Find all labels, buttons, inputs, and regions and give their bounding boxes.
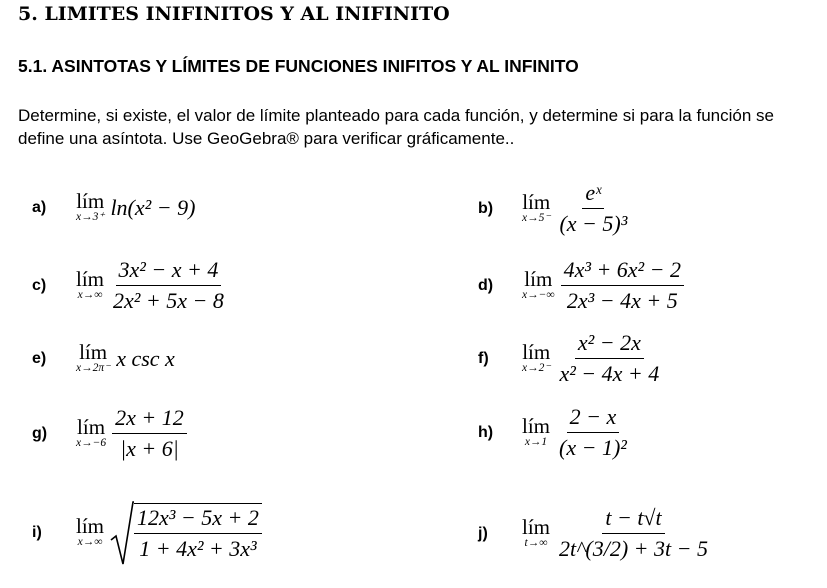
radical-sign-icon xyxy=(110,500,134,566)
lim-word: lím xyxy=(522,515,551,539)
problem-label: j) xyxy=(478,524,488,542)
limit-approach: x→2π⁻ xyxy=(76,362,111,374)
limit-operator xyxy=(522,517,550,550)
problem-label: c) xyxy=(32,276,47,294)
lim-word: lím xyxy=(76,189,105,213)
numerator: 3x² − x + 4 xyxy=(116,256,222,286)
limit-approach: x→1 xyxy=(524,436,548,448)
lim-word: lím xyxy=(522,190,551,214)
fraction xyxy=(134,504,262,566)
limit-operator xyxy=(76,191,104,224)
denominator: x² − 4x + 4 xyxy=(559,361,660,386)
denominator: |x + 6| xyxy=(120,436,179,461)
limit-operator xyxy=(522,416,550,449)
problem-a xyxy=(32,189,196,223)
lim-word: lím xyxy=(79,340,108,364)
limit-operator xyxy=(76,516,104,549)
radicand xyxy=(134,503,262,566)
numerator: 2x + 12 xyxy=(112,404,187,434)
limit-operator xyxy=(76,269,104,302)
lim-word: lím xyxy=(77,415,106,439)
problem-e xyxy=(32,340,175,374)
fraction xyxy=(110,256,227,315)
limit-approach: x→−6 xyxy=(76,437,107,449)
numerator: eˣ xyxy=(582,179,604,209)
limit-operator xyxy=(522,192,550,225)
numerator: x² − 2x xyxy=(575,329,644,359)
lim-word: lím xyxy=(522,414,551,438)
lim-word: lím xyxy=(76,514,105,538)
problem-d xyxy=(478,257,684,313)
fraction xyxy=(556,179,630,238)
limit-approach: t→∞ xyxy=(524,537,548,549)
problem-h xyxy=(478,404,630,460)
denominator: 2x³ − 4x + 5 xyxy=(566,288,678,313)
numerator: t − t√t xyxy=(602,504,664,534)
lim-word: lím xyxy=(524,267,553,291)
fraction xyxy=(556,403,630,462)
limit-approach: x→∞ xyxy=(77,289,103,301)
fraction xyxy=(556,329,662,388)
problem-label: i) xyxy=(32,523,42,541)
limit-operator xyxy=(76,417,106,450)
limit-operator xyxy=(76,342,110,375)
problem-i xyxy=(32,504,262,561)
limit-approach: x→3⁺ xyxy=(76,211,105,223)
fraction xyxy=(561,256,684,315)
square-root xyxy=(110,500,262,566)
limit-approach: x→−∞ xyxy=(522,289,555,301)
denominator: 2t^(3/2) + 3t − 5 xyxy=(559,536,708,561)
problem-label: e) xyxy=(32,349,47,367)
denominator: (x − 1)² xyxy=(559,435,627,460)
problem-g xyxy=(32,405,187,461)
subsection-heading: 5.1. ASINTOTAS Y LÍMITES DE FUNCIONES INIFITOS Y AL INFINITO xyxy=(18,56,579,76)
problem-c xyxy=(32,257,227,313)
problem-label: h) xyxy=(478,423,494,441)
numerator: 12x³ − 5x + 2 xyxy=(134,504,262,534)
limit-expression: x csc x xyxy=(116,345,175,371)
problem-label: f) xyxy=(478,349,489,367)
fraction xyxy=(112,404,187,463)
limit-expression: ln(x² − 9) xyxy=(110,194,196,220)
denominator: 2x² + 5x − 8 xyxy=(113,288,224,313)
numerator: 4x³ + 6x² − 2 xyxy=(561,256,684,286)
limit-approach: x→2⁻ xyxy=(522,362,551,374)
lim-word: lím xyxy=(522,340,551,364)
denominator: (x − 5)³ xyxy=(559,211,628,236)
instructions-text: Determine, si existe, el valor de límite planteado para cada función, y determine si para la función se define una asíntota. Use GeoGebra® para verificar gráficamente.. xyxy=(18,106,774,148)
problem-b xyxy=(478,180,630,236)
problem-f xyxy=(478,330,662,386)
fraction xyxy=(556,504,711,563)
problem-label: d) xyxy=(478,276,494,294)
numerator: 2 − x xyxy=(567,403,620,433)
section-heading: 5. LIMITES INIFINITOS Y AL INIFINITO xyxy=(18,3,450,25)
denominator: 1 + 4x² + 3x³ xyxy=(139,535,257,561)
lim-word: lím xyxy=(76,267,105,291)
problem-label: b) xyxy=(478,199,494,217)
limit-operator xyxy=(522,342,550,375)
limit-operator xyxy=(522,269,555,302)
limit-approach: x→∞ xyxy=(77,536,103,548)
problem-label: g) xyxy=(32,424,48,442)
limit-approach: x→5⁻ xyxy=(522,212,551,224)
problem-label: a) xyxy=(32,198,47,216)
problem-j xyxy=(478,505,711,561)
